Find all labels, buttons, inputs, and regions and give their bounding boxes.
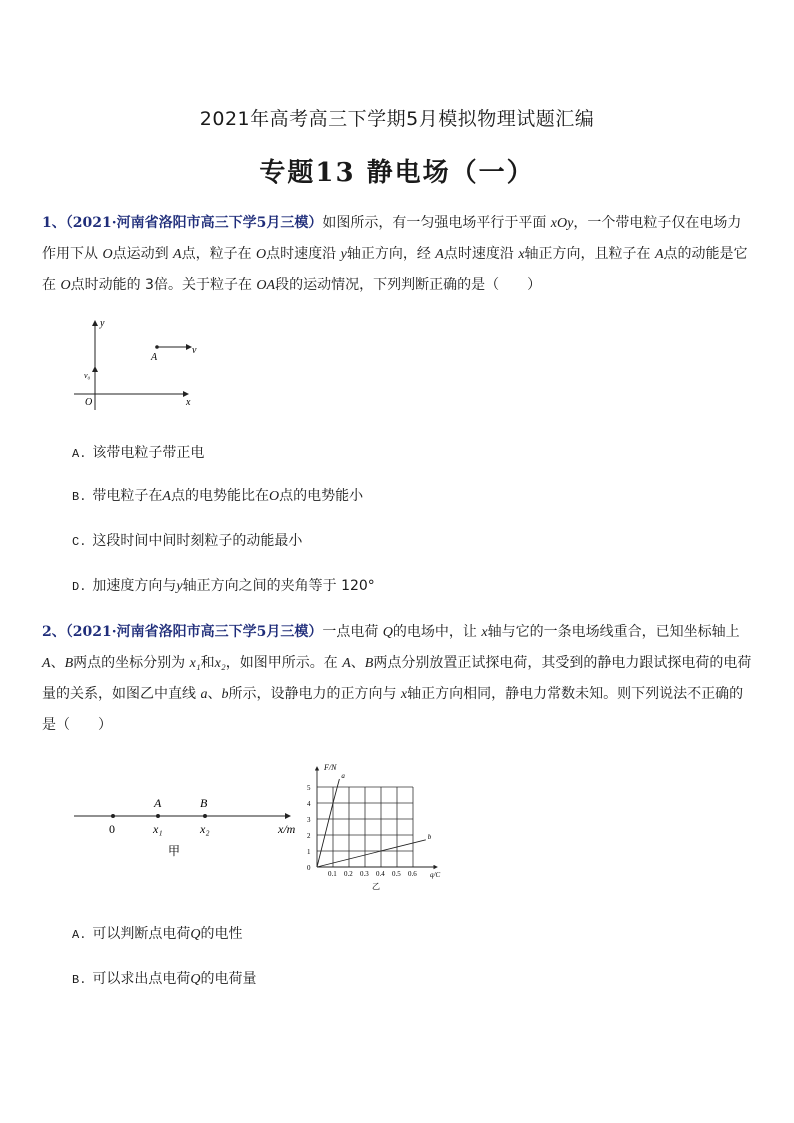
chart-caption: 乙 — [372, 882, 380, 891]
option-text: 加速度方向与 — [92, 578, 177, 594]
document-title: 专题13 静电场（一） — [259, 158, 535, 188]
document-subtitle: 2021年高考高三下学期5月模拟物理试题汇编 — [199, 108, 595, 130]
math-Q: Q — [190, 972, 201, 987]
math-O: O — [256, 247, 267, 262]
math-O: O — [102, 247, 113, 262]
separator: 、 — [350, 655, 365, 671]
a-label: A — [154, 796, 162, 810]
svg-text:2: 2 — [307, 832, 311, 840]
math-3: 3 — [145, 277, 154, 293]
stem-text: 轴正方向相同，静电力常数未知。则下列说法不正确的是（ ） — [42, 686, 744, 733]
math-Q: Q — [190, 927, 201, 942]
stem-text: 点时动能的 — [70, 277, 141, 293]
math-x: x — [400, 687, 408, 702]
chart-xlabel: q/C — [430, 871, 441, 879]
math-O: O — [268, 489, 280, 504]
math-y: y — [176, 579, 183, 594]
stem-text: 轴正方向，经 — [346, 246, 431, 262]
figure-caption: 甲 — [168, 844, 181, 858]
point-b — [203, 814, 207, 818]
b-label: B — [200, 796, 208, 810]
stem-text: 的电场中，让 — [392, 624, 477, 640]
option-text: 该带电粒子带正电 — [92, 445, 205, 461]
stem-text: 和 — [200, 655, 215, 671]
question-1-number: 1、 — [42, 215, 66, 231]
v-label: v — [192, 345, 197, 356]
option-text: 带电粒子在 — [92, 488, 163, 504]
v0-label: v₀ — [84, 371, 91, 380]
axis-label: x/m — [278, 822, 296, 836]
math-Q: Q — [382, 625, 393, 640]
q1-option-d — [72, 576, 375, 597]
question-1-source: （2021·河南省洛阳市高三下学5月三模） — [65, 215, 323, 231]
math-A: A — [42, 656, 51, 671]
math-x: x — [481, 625, 488, 640]
option-text: 点的电势能小 — [279, 488, 364, 504]
option-text: 可以判断点电荷 — [92, 926, 191, 942]
math-A: A — [435, 247, 444, 262]
svg-text:0.5: 0.5 — [392, 870, 401, 878]
q1-option-c — [72, 531, 302, 552]
point-origin — [111, 814, 115, 818]
figure-jia-number-line — [60, 785, 310, 865]
option-text: 可以求出点电荷 — [92, 971, 191, 987]
stem-text: 一点电荷 — [322, 624, 379, 640]
math-x: x — [518, 247, 525, 262]
question-1-stem — [42, 208, 754, 301]
stem-text: ，如图甲所示。在 — [225, 655, 338, 671]
option-letter: A. — [72, 928, 87, 942]
svg-text:4: 4 — [307, 800, 311, 808]
option-letter: C. — [72, 535, 87, 549]
svg-text:5: 5 — [307, 784, 311, 792]
stem-text: 两点分别放置正试探电荷，其受到的静电力跟试探电荷的电荷量的关系，如图乙中直线 — [42, 655, 752, 702]
stem-text: 段的运动情况，下列判断正确的是（ ） — [275, 277, 542, 293]
separator: 、 — [50, 655, 65, 671]
svg-text:0.6: 0.6 — [408, 870, 417, 878]
svg-text:0: 0 — [307, 864, 311, 872]
option-text: 点的电势能比在 — [170, 488, 269, 504]
math-x2: x₂ — [214, 656, 226, 671]
origin-label: 0 — [109, 822, 115, 836]
math-B: B — [64, 656, 74, 671]
stem-text: 点时速度沿 — [266, 246, 337, 262]
option-text: 轴正方向之间的夹角等于 120° — [182, 578, 375, 594]
stem-text: 点运动到 — [112, 246, 169, 262]
math-a: a — [200, 687, 208, 702]
math-y: y — [340, 247, 347, 262]
stem-text: 轴正方向，且粒子在 — [524, 246, 651, 262]
option-text: 这段时间中间时刻粒子的动能最小 — [92, 533, 303, 549]
math-A: A — [173, 247, 182, 262]
math-A: A — [342, 656, 351, 671]
series-label-b: b — [427, 832, 432, 841]
stem-text: ，一个带电粒子仅在电场力作用下从 — [42, 215, 742, 262]
option-text: 的电性 — [200, 926, 243, 942]
option-letter: B. — [72, 490, 87, 504]
option-letter: B. — [72, 973, 87, 987]
svg-text:0.3: 0.3 — [360, 870, 369, 878]
option-letter: A. — [72, 447, 87, 461]
question-2-source: （2021·河南省洛阳市高三下学5月三模） — [65, 624, 323, 640]
stem-text: 轴与它的一条电场线重合，已知坐标轴上 — [487, 624, 740, 640]
figure-1-diagram — [60, 305, 220, 415]
math-B: B — [364, 656, 374, 671]
svg-text:0.2: 0.2 — [344, 870, 353, 878]
math-xoy: xOy — [550, 216, 574, 231]
chart-ticks — [307, 784, 417, 878]
stem-text: 所示，设静电力的正方向与 — [228, 686, 397, 702]
x2-label: x₂ — [200, 822, 210, 836]
svg-text:3: 3 — [307, 816, 311, 824]
stem-text: 点的动能是它在 — [42, 246, 748, 293]
stem-text: 如图所示，有一匀强电场平行于平面 — [322, 215, 547, 231]
svg-text:0.1: 0.1 — [328, 870, 337, 878]
svg-text:1: 1 — [307, 848, 311, 856]
math-A: A — [162, 489, 171, 504]
svg-text:0.4: 0.4 — [376, 870, 385, 878]
y-label: y — [100, 318, 105, 329]
chart-series — [317, 772, 432, 867]
math-x1: x₁ — [189, 656, 201, 671]
q1-option-b — [72, 486, 363, 507]
option-text: 的电荷量 — [200, 971, 257, 987]
origin-label: O — [85, 397, 93, 408]
x-label: x — [186, 397, 191, 408]
math-A: A — [654, 247, 664, 262]
q1-option-a — [72, 443, 204, 464]
stem-text: 两点的坐标分别为 — [73, 655, 186, 671]
stem-text: 倍。关于粒子在 — [153, 277, 252, 293]
math-b: b — [221, 687, 229, 702]
point-a — [156, 814, 160, 818]
separator: 、 — [207, 686, 222, 702]
stem-text: 点，粒子在 — [181, 246, 252, 262]
math-OA: OA — [256, 278, 276, 293]
option-letter: D. — [72, 580, 87, 594]
chart-ylabel: F/N — [324, 763, 337, 772]
question-2-number: 2、 — [42, 624, 66, 640]
math-O: O — [60, 278, 71, 293]
stem-text: 点时速度沿 — [443, 246, 514, 262]
q2-option-a — [72, 924, 243, 945]
series-label-a: a — [341, 772, 345, 780]
question-2-stem — [42, 617, 754, 740]
figure-yi-chart — [300, 755, 460, 895]
series-line-a — [317, 779, 339, 867]
q2-option-b — [72, 969, 257, 990]
point-a-label: A — [151, 352, 158, 363]
x1-label: x₁ — [153, 822, 163, 836]
